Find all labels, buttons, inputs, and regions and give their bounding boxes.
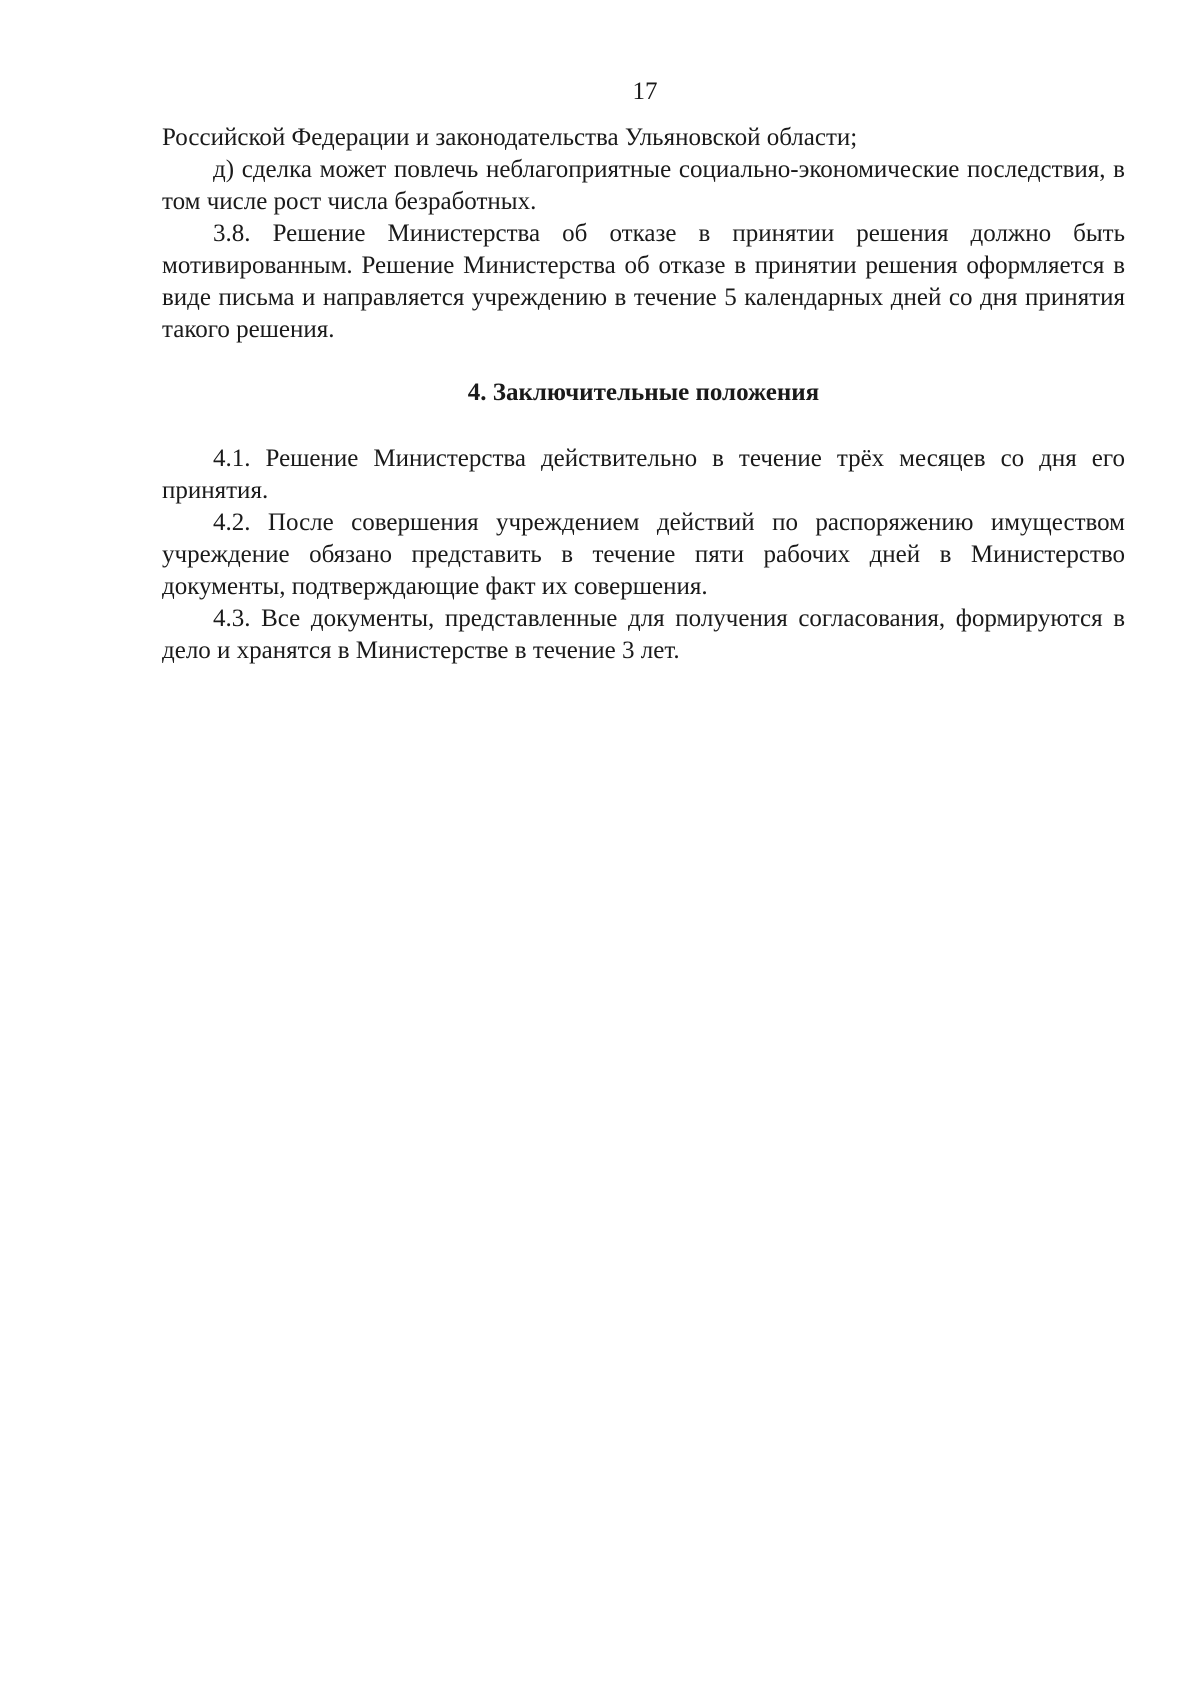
paragraph-item-d: д) сделка может повлечь неблагоприятные социально-экономические последствия, в том числе рост числа безработных. [162, 156, 1125, 215]
paragraph-4-3: 4.3. Все документы, представленные для получения согласования, формируются в дело и хранятся в Министерстве в течение 3 лет. [162, 605, 1125, 664]
section-4-body [162, 443, 1125, 667]
paragraph-3-8: 3.8. Решение Министерства об отказе в принятии решения должно быть мотивированным. Решение Министерства об отказе в принятии решения оформляется в виде письма и направляется учреждению в течение 5 календарных дней со дня принятия такого решения. [162, 220, 1125, 343]
section-3-continuation [162, 122, 1125, 346]
section-4-heading: 4. Заключительные положения [467, 379, 820, 406]
paragraph-4-2: 4.2. После совершения учреждением действий по распоряжению имуществом учреждение обязано представить в течение пяти рабочих дней в Министерство документы, подтверждающие факт их совершения. [162, 509, 1125, 600]
paragraph-4-1: 4.1. Решение Министерства действительно в течение трёх месяцев со дня его принятия. [162, 445, 1125, 504]
page-number: 17 [632, 78, 658, 105]
paragraph-continuation: Российской Федерации и законодательства Ульяновской области; [162, 124, 858, 151]
